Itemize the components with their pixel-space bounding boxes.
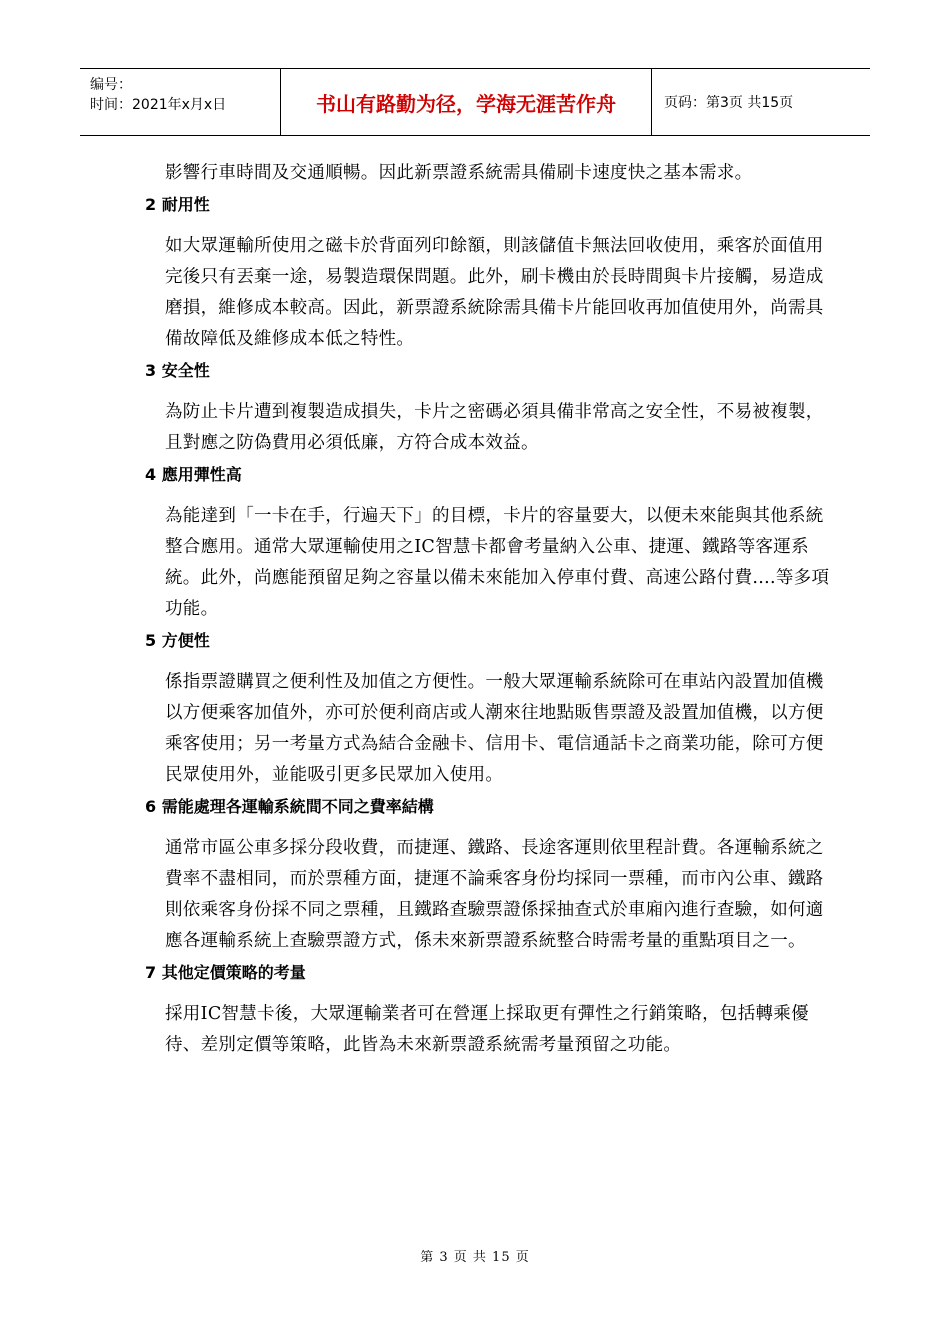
paragraph-pricing-strategy: 採用IC智慧卡後，大眾運輸業者可在營運上採取更有彈性之行銷策略，包括轉乘優待、差別定價等策略，此皆為未來新票證系統需考量預留之功能。 [165, 1004, 809, 1055]
document-number-label: 编号： [90, 77, 132, 93]
header-motto: 书山有路勤为径，学海无涯苦作舟 [280, 69, 652, 135]
page-header [80, 68, 870, 136]
header-page-info: 页码：第3页 共15页 [664, 95, 794, 111]
section-heading-flexibility: 4 應用彈性高 [145, 465, 242, 484]
section-heading-convenience: 5 方便性 [145, 631, 210, 650]
section-heading-durability: 2 耐用性 [145, 195, 210, 214]
section-heading-fare-structure: 6 需能處理各運輸系統間不同之費率結構 [145, 797, 434, 816]
document-date-label: 时间：2021年x月x日 [90, 97, 227, 113]
page-footer: 第 3 页 共 15 页 [420, 1250, 530, 1265]
section-heading-security: 3 安全性 [145, 361, 210, 380]
section-heading-pricing-strategy: 7 其他定價策略的考量 [145, 963, 306, 982]
paragraph-fare-structure: 通常市區公車多採分段收費，而捷運、鐵路、長途客運則依里程計費。各運輸系統之費率不盡相同，而於票種方面，捷運不論乘客身份均採同一票種，而市內公車、鐵路則依乘客身份採不同之票種，且鐵路查驗票證係採抽查式於車廂內進行查驗，如何適應各運輸系統上查驗票證方式，係未來新票證系統整合時需考量的重點項目之一。 [165, 838, 824, 951]
paragraph-security: 為防止卡片遭到複製造成損失，卡片之密碼必須具備非常高之安全性，不易被複製，且對應之防偽費用必須低廉，方符合成本效益。 [165, 402, 824, 453]
paragraph-durability: 如大眾運輸所使用之磁卡於背面列印餘額，則該儲值卡無法回收使用，乘客於面值用完後只有丟棄一途，易製造環保問題。此外，刷卡機由於長時間與卡片接觸，易造成磨損，維修成本較高。因此，新票證系統除需具備卡片能回收再加值使用外，尚需具備故障低及維修成本低之特性。 [165, 236, 824, 349]
paragraph-1-continuation: 影響行車時間及交通順暢。因此新票證系統需具備刷卡速度快之基本需求。 [165, 163, 753, 183]
paragraph-flexibility: 為能達到「一卡在手，行遍天下」的目標，卡片的容量要大，以便未來能與其他系統整合應用。通常大眾運輸使用之IC智慧卡都會考量納入公車、捷運、鐵路等客運系統。此外，尚應能預留足夠之容量以備未來能加入停車付費、高速公路付費....等多項功能。 [165, 506, 830, 619]
paragraph-convenience: 係指票證購買之便利性及加值之方便性。一般大眾運輸系統除可在車站內設置加值機以方便乘客加值外，亦可於便利商店或人潮來往地點販售票證及設置加值機，以方便乘客使用；另一考量方式為結合金融卡、信用卡、電信通話卡之商業功能，除可方便民眾使用外，並能吸引更多民眾加入使用。 [165, 672, 824, 785]
header-info [80, 69, 280, 135]
document-body [145, 158, 835, 1061]
